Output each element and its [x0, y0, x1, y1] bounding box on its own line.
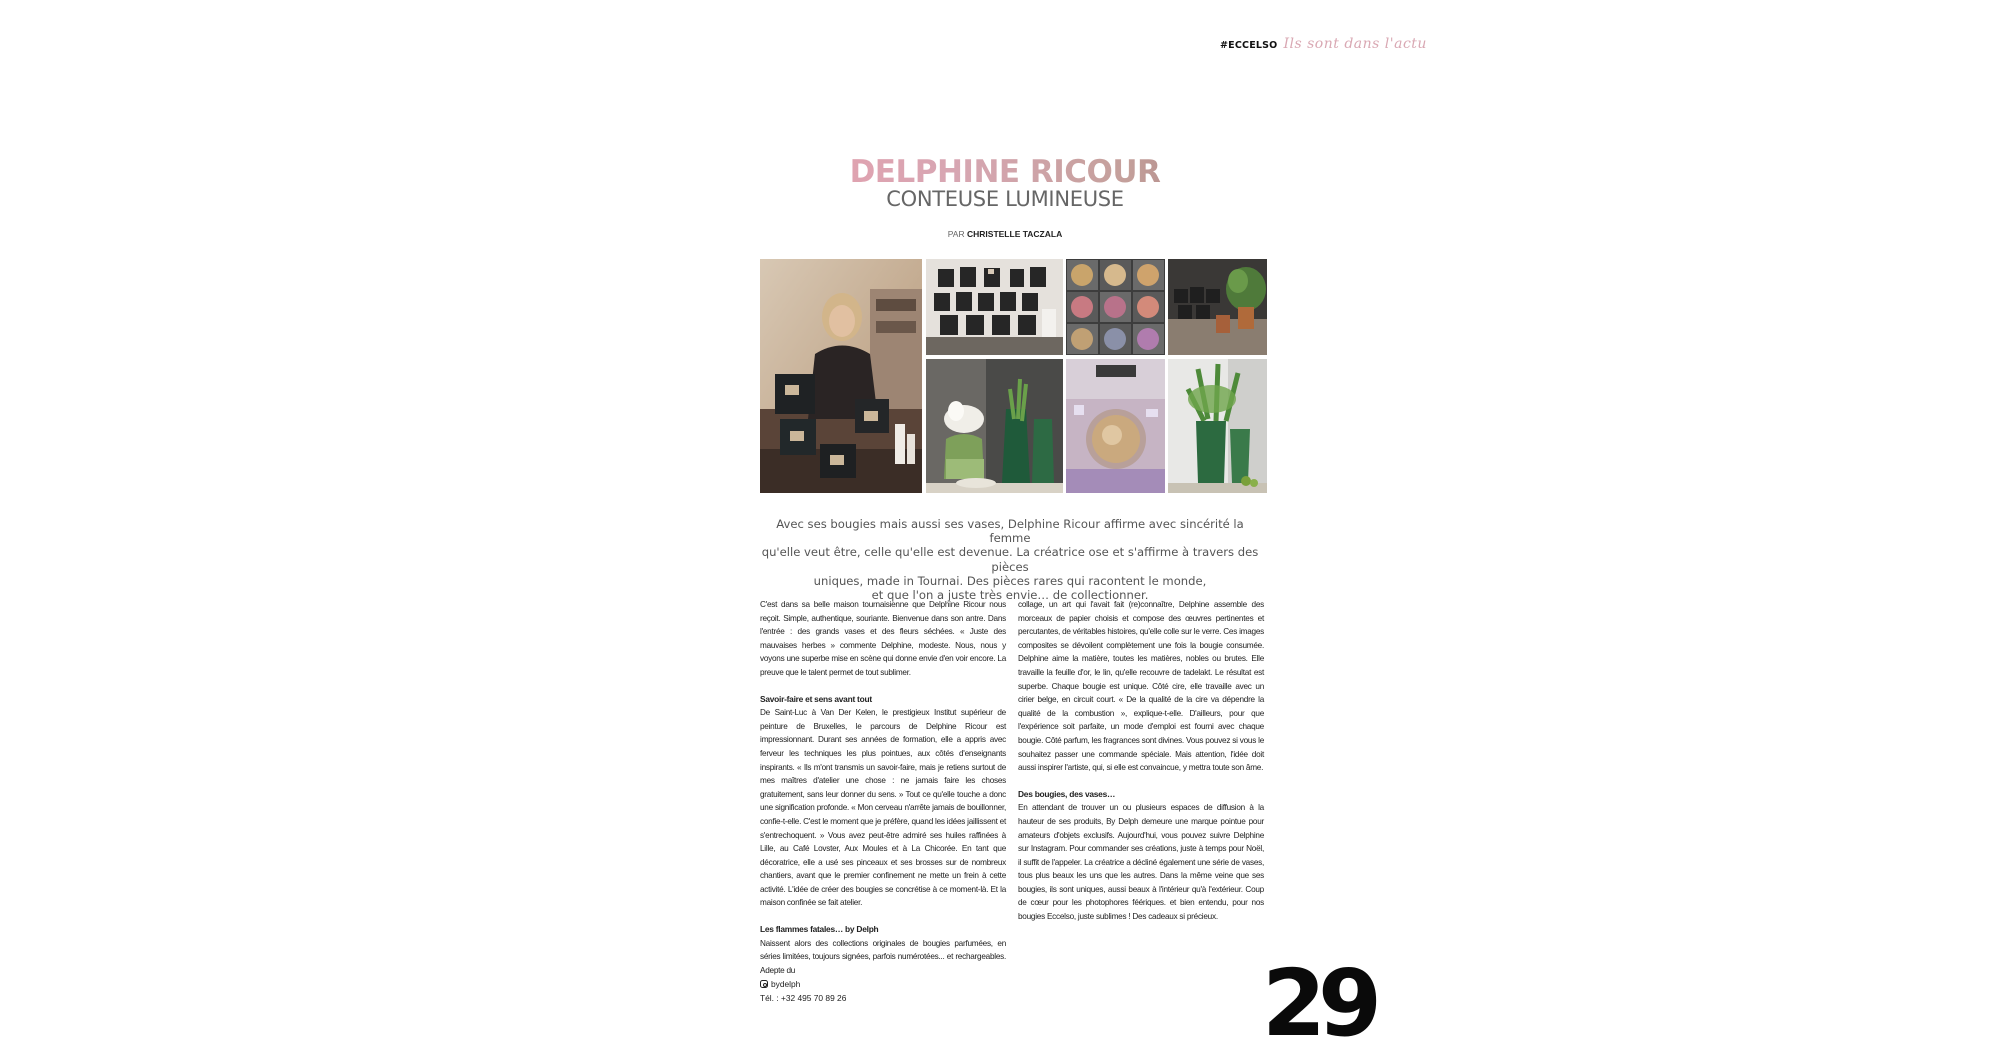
body-paragraph: En attendant de trouver un ou plusieurs espaces de diffusion à la hauteur de ses produits, By Delph demeure une marque pointue pour amateurs d'objets exclusifs. Aujourd'hui, vous pouvez suivre Delphine sur Instagram. Pour commander ses créations, juste à temps pour Noël, il suffit de l'appeler. La créatrice a décliné également une série de vases, tous plus beaux les uns que les autres. Dans la même veine que ses bougies, ils sont uniques, aussi beaux à l'intérieur qu'à l'extérieur. Coup de cœur pour les photophores féériques. et bien entendu, pour nos bougies Eccelso, juste sublimes ! Des cadeaux si précieux. — [1018, 803, 1264, 922]
article-subtitle: CONTEUSE LUMINEUSE — [886, 187, 1124, 211]
page-number: 29 — [1262, 950, 1375, 1057]
body-paragraph: collage, un art qui l'avait fait (re)connaître, Delphine assemble des morceaux de papier choisis et compose des œuvres pertinentes et percutantes, de véritables histoires, qu'elle colle sur le verre. Ces images composites se dévoilent complètement une fois la bougie consumée. Delphine aime la matière, toutes les matières, nobles ou brutes. Elle travaille la feuille d'or, le lin, qu'elle recouvre de tadelakt. Le résultat est superbe. Chaque bougie est unique. Côté cire, elle travaille avec un cirier belge, en circuit court. « De la qualité de la cire va dépendre la qualité de la combustion », explique-t-elle. D'ailleurs, pour que l'expérience soit parfaite, un mode d'emploi est fourni avec chaque bougie. Côté parfum, les fragrances sont divines. Vous pouvez si vous le souhaitez passer une commande spéciale. Mais attention, l'idée doit aussi inspirer l'artiste, qui, si elle est convaincue, y mettra toute son âme. — [1018, 600, 1264, 773]
photo-candles-shelf — [926, 259, 1063, 355]
section-tag: #ECCELSO — [1220, 40, 1278, 51]
instagram-icon — [760, 980, 768, 988]
photo-candle-closeup — [1066, 359, 1165, 493]
photo-portrait — [760, 259, 922, 493]
byline-prefix: PAR — [947, 229, 965, 239]
contact-info — [760, 977, 846, 1005]
phone-number: Tél. : +32 495 70 89 26 — [760, 993, 847, 1004]
intro-line: uniques, made in Tournai. Des pièces rares qui racontent le monde, — [813, 573, 1207, 588]
intro-line: Avec ses bougies mais aussi ses vases, Delphine Ricour affirme avec sincérité la femme — [776, 517, 1244, 546]
photo-candles-plants — [1168, 259, 1267, 355]
photo-candle-tops-grid — [1066, 259, 1165, 355]
section-header — [1220, 36, 1427, 56]
intro-line: et que l'on a juste très envie… de collectionner. — [871, 588, 1149, 603]
instagram-handle: bydelph — [771, 979, 801, 989]
intro-paragraph — [760, 517, 1260, 602]
section-heading: Les flammes fatales… by Delph — [760, 924, 879, 935]
photo-vases — [926, 359, 1063, 493]
article-title: DELPHINE RICOUR — [760, 154, 1250, 190]
body-paragraph: C'est dans sa belle maison tournaisienne que Delphine Ricour nous reçoit. Simple, authentique, souriante. Bienvenue dans son antre. Dans l'entrée : des grands vases et des fleurs séchées. « Juste des mauvaises herbes » commente Delphine, modeste. Nous, nous y voyons une superbe mise en scène qui donne envie d'en voir encore. La preuve que le talent permet de tout sublimer. — [760, 600, 1006, 677]
body-paragraph: Naissent alors des collections originales de bougies parfumées, en séries limitées, toujours signées, parfois numérotées... et rechargeables. Adepte du — [760, 938, 1006, 975]
article-column-left — [760, 598, 1006, 990]
photo-green-vases — [1168, 359, 1267, 493]
section-heading: Des bougies, des vases… — [1018, 788, 1116, 799]
section-heading: Savoir-faire et sens avant tout — [760, 693, 872, 704]
section-script-title: Ils sont dans l'actu — [1283, 36, 1427, 52]
byline — [760, 229, 1250, 239]
article-column-right — [1018, 598, 1264, 937]
body-paragraph: De Saint-Luc à Van Der Kelen, le prestigieux Institut supérieur de peinture de Bruxelles, le parcours de Delphine Ricour est impressionnant. Durant ses années de formation, elle a appris avec ferveur les techniques les plus pointues, aux côtés d'enseignants inspirants. « Ils m'ont transmis un savoir-faire, mais je retiens surtout de mes maîtres d'atelier une chose : ne jamais faire les choses gratuitement, sans leur donner du sens. » Tout ce qu'elle touche a donc une signification profonde. « Mon cerveau n'arrête jamais de bouillonner, confie-t-elle. C'est le moment que je préfère, quand les idées jaillissent et s'entrechoquent. » Vous avez peut-être admiré ses huiles raffinées à Lille, au Café Lovster, Aux Moules et à La Chicorée. En tant que décoratrice, elle a usé ses pinceaux et ses brosses sur de nombreux chantiers, avant que le premier confinement ne mette un frein à cette activité. L'idée de créer des bougies se concrétise à ce moment-là. Et la maison confinée se fait atelier. — [760, 708, 1006, 908]
byline-author: CHRISTELLE TACZALA — [967, 229, 1063, 239]
intro-line: qu'elle veut être, celle qu'elle est devenue. La créatrice ose et s'affirme à travers des pièces — [761, 545, 1259, 574]
